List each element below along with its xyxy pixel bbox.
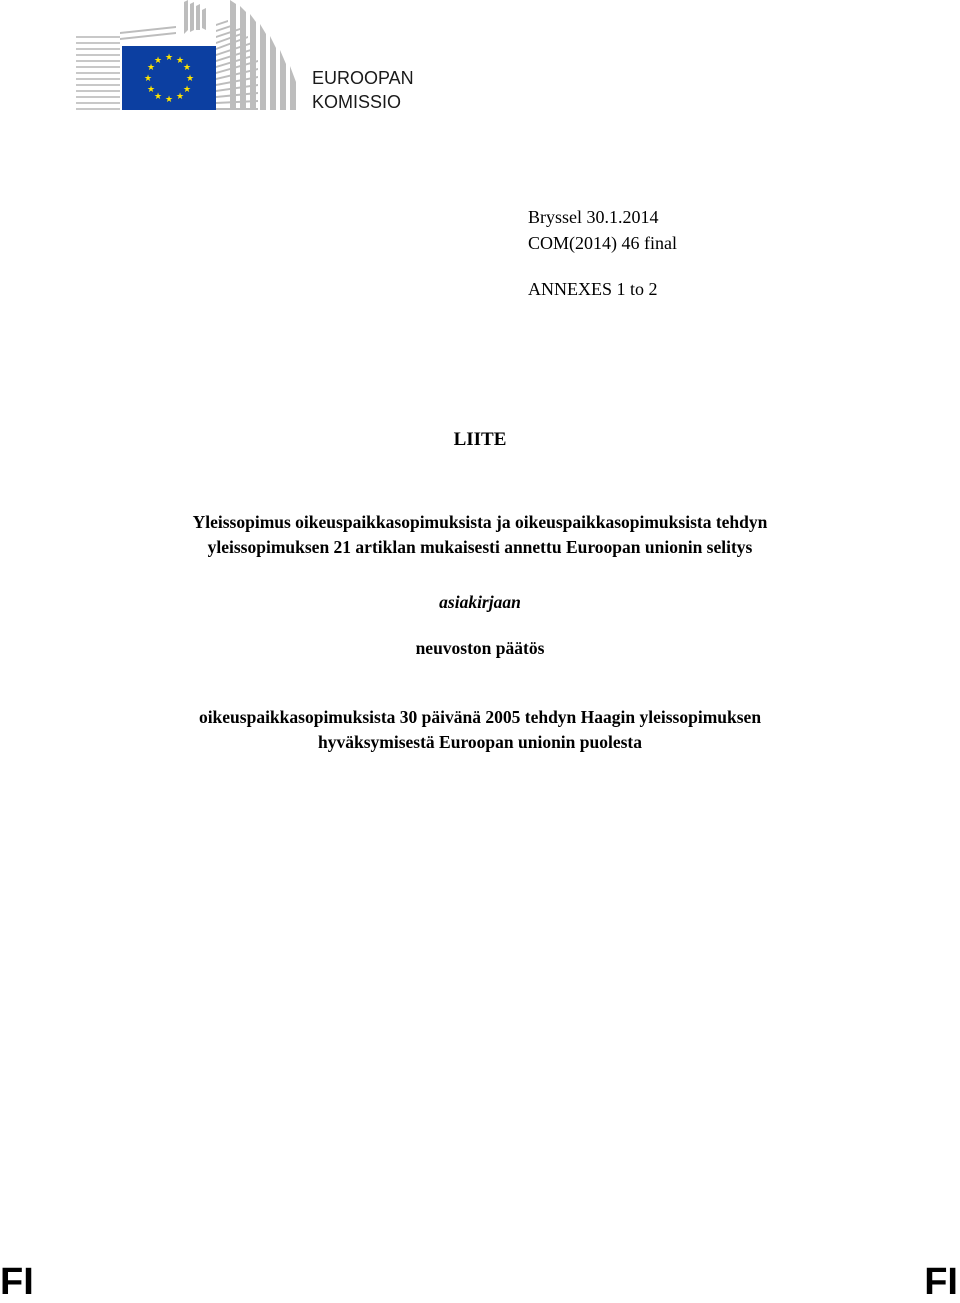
- org-name-line2: KOMISSIO: [312, 92, 402, 112]
- document-reference: COM(2014) 46 final: [528, 233, 677, 253]
- annexes-note: ANNEXES 1 to 2: [528, 279, 658, 299]
- org-name-line1: EUROOPAN: [312, 68, 414, 88]
- svg-text:★: ★: [175, 92, 185, 102]
- organization-name: [312, 66, 414, 114]
- act-title: [100, 705, 860, 755]
- svg-text:★: ★: [164, 95, 174, 105]
- subject-line2: yleissopimuksen 21 artiklan mukaisesti annettu Euroopan unionin selitys: [207, 537, 753, 557]
- svg-text:★: ★: [146, 85, 156, 95]
- subject-heading: [100, 510, 860, 560]
- document-meta: [528, 204, 677, 256]
- svg-text:★: ★: [182, 85, 192, 95]
- svg-text:★: ★: [185, 74, 195, 84]
- svg-text:★: ★: [175, 56, 185, 66]
- place-date: Bryssel 30.1.2014: [528, 207, 659, 227]
- page-title: LIITE: [453, 429, 507, 450]
- act-type: neuvoston päätös: [415, 638, 545, 658]
- svg-text:★: ★: [153, 56, 163, 66]
- svg-text:★: ★: [153, 92, 163, 102]
- language-code-right: FI: [924, 1261, 958, 1303]
- svg-text:★: ★: [143, 74, 153, 84]
- svg-text:★: ★: [146, 63, 156, 73]
- svg-text:★: ★: [164, 53, 174, 63]
- language-code-left: FI: [0, 1261, 34, 1303]
- act-title-line1: oikeuspaikkasopimuksista 30 päivänä 2005 tehdyn Haagin yleissopimuksen: [198, 707, 762, 727]
- subject-line1: Yleissopimus oikeuspaikkasopimuksista ja oikeuspaikkasopimuksista tehdyn: [192, 512, 768, 532]
- svg-text:★: ★: [182, 63, 192, 73]
- document-type: asiakirjaan: [439, 592, 521, 612]
- european-commission-logo-icon: [76, 0, 298, 112]
- act-title-line2: hyväksymisestä Euroopan unionin puolesta: [317, 732, 642, 752]
